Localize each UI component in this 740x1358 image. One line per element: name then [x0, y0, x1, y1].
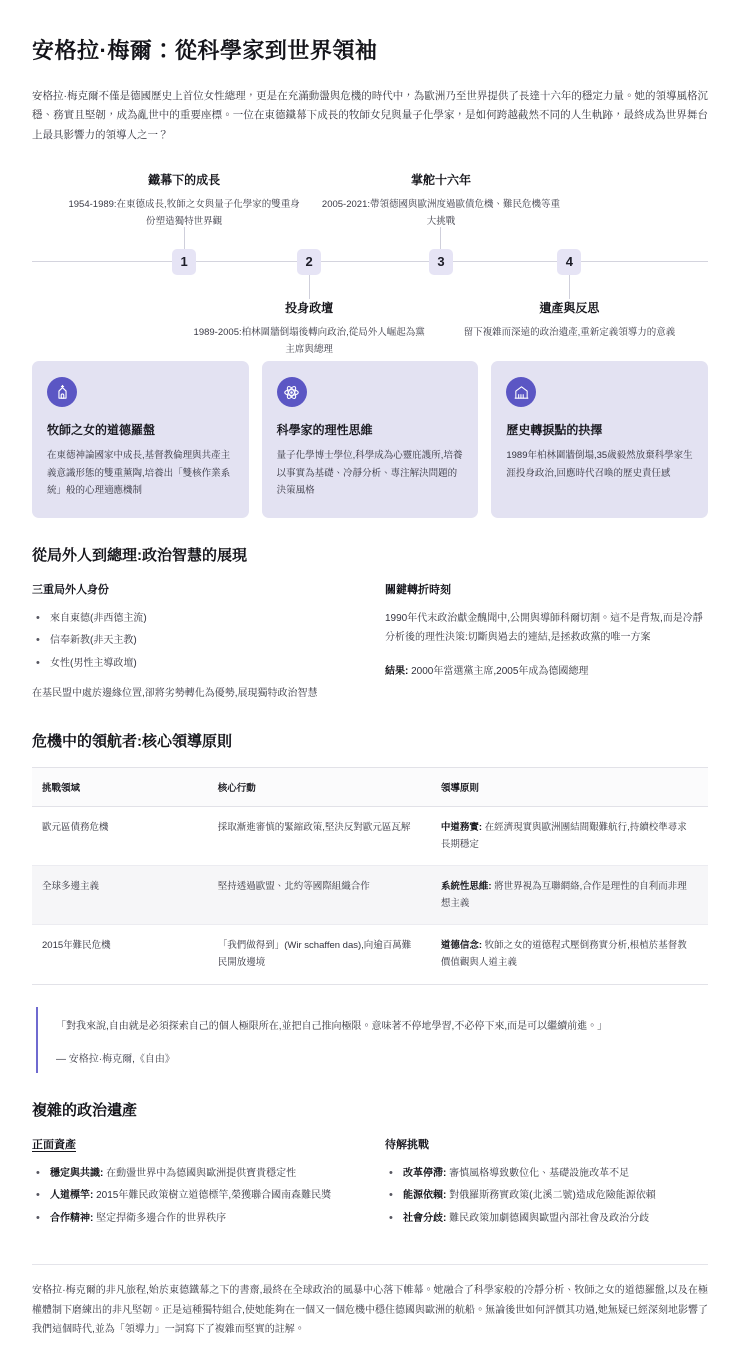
principle-text: 在經濟現實與歐洲團結間艱難航行,持續校準尋求長期穩定	[440, 821, 687, 851]
list-item	[32, 1164, 355, 1184]
feature-card-title-3: 歷史轉捩點的抉擇	[506, 423, 603, 438]
principle-label: 道德信念:	[440, 940, 482, 952]
legacy-challenges-heading: 待解挑戰	[385, 1138, 429, 1151]
table-row	[32, 866, 708, 925]
item-label: 人道標竿:	[50, 1190, 94, 1202]
principle-label: 系統性思維:	[440, 881, 492, 893]
feature-card-3	[491, 361, 708, 518]
principle-label: 中道務實:	[440, 821, 482, 833]
timeline-content-1	[64, 171, 304, 230]
turning-point-paragraph: 1990年代末政治獻金醜聞中,公開與導師科爾切割。這不是背叛,而是冷靜分析後的理性決策:切斷與過去的連結,是拯救政黨的唯一方案	[385, 612, 703, 644]
legacy-assets-heading: 正面資產	[32, 1138, 76, 1151]
principle-text: 牧師之女的道德程式壓倒務實分析,根植於基督教價值觀與人道主義	[440, 940, 687, 969]
item-text: 對俄羅斯務實政策(北溪二號)造成危險能源依賴	[446, 1190, 656, 1202]
table-row	[32, 806, 708, 865]
cell-domain: 2015年難民危機	[42, 940, 111, 952]
outsider-left-heading: 三重局外人身份	[32, 583, 109, 596]
timeline-marker-3[interactable]: 3	[429, 249, 453, 275]
item-label: 社會分歧:	[403, 1212, 447, 1224]
result-text: 2000年當選黨主席,2005年成為德國總理	[408, 665, 589, 677]
legacy-assets-column	[32, 1136, 355, 1241]
timeline-title-1: 鐵幕下的成長	[148, 173, 221, 188]
outsider-right-column	[385, 581, 708, 704]
legacy-columns	[32, 1136, 708, 1241]
feature-card-2	[262, 361, 479, 518]
item-label: 能源依賴:	[403, 1190, 447, 1202]
timeline-desc-4: 留下複雜而深遠的政治遺產,重新定義領導力的意義	[463, 327, 676, 339]
timeline-stem-2	[309, 275, 310, 299]
timeline-axis	[32, 261, 708, 262]
list-item	[32, 1209, 355, 1229]
timeline-marker-4[interactable]: 4	[557, 249, 581, 275]
footer-paragraph: 安格拉·梅克爾的非凡旅程,始於東德鐵幕之下的書齋,最終在全球政治的風暴中心落下帷幕。她融合了科學家般的冷靜分析、牧師之女的道德羅盤,以及在極權體制下磨練出的非凡堅韌。正是這種獨特組合,使她能夠在一個又一個危機中穩住德國與歐洲的航船。無論後世如何評價其功過,她無疑已經深刻地影響了我們這個時代,並為「領導力」一詞寫下了複雜而堅實的註解。	[32, 1285, 708, 1336]
feature-card-1	[32, 361, 249, 518]
atom-icon	[277, 377, 307, 407]
table-row	[32, 925, 708, 984]
item-text: 在動盪世界中為德國與歐洲提供寶貴穩定性	[103, 1167, 297, 1179]
table-header-action: 核心行動	[208, 767, 431, 806]
list-item	[385, 1186, 708, 1206]
cell-principle	[431, 866, 708, 925]
timeline-desc-3: 2005-2021:帶領德國與歐洲度過歐債危機、難民危機等重大挑戰	[321, 199, 560, 227]
result-label: 結果:	[385, 665, 409, 677]
item-label: 改革停滯:	[403, 1167, 447, 1179]
list-item	[32, 1186, 355, 1206]
quote-attribution: — 安格拉·梅克爾,《自由》	[56, 1053, 175, 1065]
table-header-domain: 挑戰領域	[32, 767, 208, 806]
cell-action: 「我們做得到」(Wir schaffen das),向逾百萬難民開放邊境	[217, 940, 412, 969]
timeline-desc-2: 1989-2005:柏林圍牆倒塌後轉向政治,從局外人崛起為黨主席與總理	[193, 327, 425, 355]
cell-domain: 歐元區債務危機	[32, 806, 208, 865]
item-text: 堅定捍衛多邊合作的世界秩序	[93, 1212, 227, 1224]
list-item: • 來自東德(非西德主流)	[32, 609, 355, 629]
pull-quote	[36, 1007, 708, 1073]
table-header-principle: 領導原則	[431, 767, 708, 806]
section-heading-legacy: 複雜的政治遺產	[32, 1101, 138, 1119]
list-item	[385, 1164, 708, 1184]
table-header-row	[32, 767, 708, 806]
feature-card-body-1: 在東德神論國家中成長,基督教倫理與共產主義意識形態的雙重薰陶,培養出「雙核作業系統」般的心理適應機制	[47, 450, 231, 497]
outsider-identity-list	[32, 609, 355, 674]
landmark-icon	[506, 377, 536, 407]
list-item	[385, 1209, 708, 1229]
item-text: 2015年難民政策樹立道德標竿,榮獲聯合國南森難民獎	[93, 1190, 332, 1202]
timeline-stem-1	[184, 227, 185, 251]
outsider-right-heading: 關鍵轉折時刻	[385, 583, 451, 596]
feature-card-body-2: 量子化學博士學位,科學成為心靈庇護所,培養以事實為基礎、冷靜分析、專注解決問題的決策風格	[276, 450, 463, 497]
timeline-stem-4	[569, 275, 570, 299]
list-item: • 女性(男性主導政壇)	[32, 654, 355, 674]
leadership-principles-table	[32, 767, 708, 985]
item-text: 審慎風格導致數位化、基礎設施改革不足	[446, 1167, 630, 1179]
timeline-marker-2[interactable]: 2	[297, 249, 321, 275]
cell-domain: 全球多邊主義	[32, 866, 208, 925]
timeline	[32, 171, 708, 355]
feature-card-body-3: 1989年柏林圍牆倒塌,35歲毅然放棄科學家生涯投身政治,回應時代召喚的歷史責任感	[506, 450, 693, 479]
principle-text: 將世界視為互聯網絡,合作是理性的自利而非理想主義	[440, 881, 687, 910]
church-icon	[47, 377, 77, 407]
timeline-content-4	[449, 299, 689, 342]
cell-principle	[431, 806, 708, 865]
list-item: • 信奉新教(非天主教)	[32, 631, 355, 651]
outsider-columns	[32, 581, 708, 704]
turning-point-result	[385, 662, 708, 682]
timeline-stem-3	[440, 227, 441, 251]
cell-action: 採取漸進審慎的緊縮政策,堅決反對歐元區瓦解	[208, 806, 431, 865]
legacy-assets-list	[32, 1164, 355, 1229]
timeline-marker-1[interactable]: 1	[172, 249, 196, 275]
item-label: 穩定與共識:	[50, 1167, 104, 1179]
item-text: 難民政策加劇德國與歐盟內部社會及政治分歧	[446, 1212, 650, 1224]
footer-divider	[32, 1264, 708, 1265]
feature-card-title-1: 牧師之女的道德羅盤	[47, 423, 156, 438]
cell-principle	[431, 925, 708, 984]
outsider-left-column	[32, 581, 355, 704]
legacy-challenges-column	[385, 1136, 708, 1241]
quote-text: 「對我來說,自由就是必須探索自己的個人極限所在,並把自己推向極限。意味著不停地學習,不必停下來,而是可以繼續前進。」	[56, 1020, 608, 1032]
timeline-content-2	[189, 299, 429, 358]
timeline-content-3	[321, 171, 561, 230]
timeline-title-4: 遺產與反思	[539, 301, 600, 316]
timeline-desc-1: 1954-1989:在東德成長,牧師之女與量子化學家的雙重身份塑造獨特世界觀	[68, 199, 300, 227]
legacy-challenges-list	[385, 1164, 708, 1229]
timeline-title-3: 掌舵十六年	[410, 173, 471, 188]
feature-card-title-2: 科學家的理性思維	[276, 423, 373, 438]
timeline-title-2: 投身政壇	[285, 301, 334, 316]
section-heading-crisis: 危機中的領航者:核心領導原則	[32, 732, 232, 750]
section-heading-outsider: 從局外人到總理:政治智慧的展現	[32, 546, 247, 564]
intro-paragraph: 安格拉·梅克爾不僅是德國歷史上首位女性總理，更是在充滿動盪與危機的時代中，為歐洲乃至世界提供了長達十六年的穩定力量。她的領導風格沉穩、務實且堅韌，成為亂世中的重要座標。一位在東德鐵幕下成長的牧師女兒與量子化學家，是如何跨越截然不同的人生軌跡，最終成為世界舞台上最具影響力的領導人之一？	[32, 90, 708, 141]
page-title: 安格拉·梅爾：從科學家到世界領袖	[32, 38, 378, 63]
feature-card-list	[32, 361, 708, 518]
item-label: 合作精神:	[50, 1212, 94, 1224]
outsider-left-note: 在基民盟中處於邊緣位置,卻將劣勢轉化為優勢,展現獨特政治智慧	[32, 688, 318, 700]
cell-action: 堅持透過歐盟、北約等國際組織合作	[208, 866, 431, 925]
